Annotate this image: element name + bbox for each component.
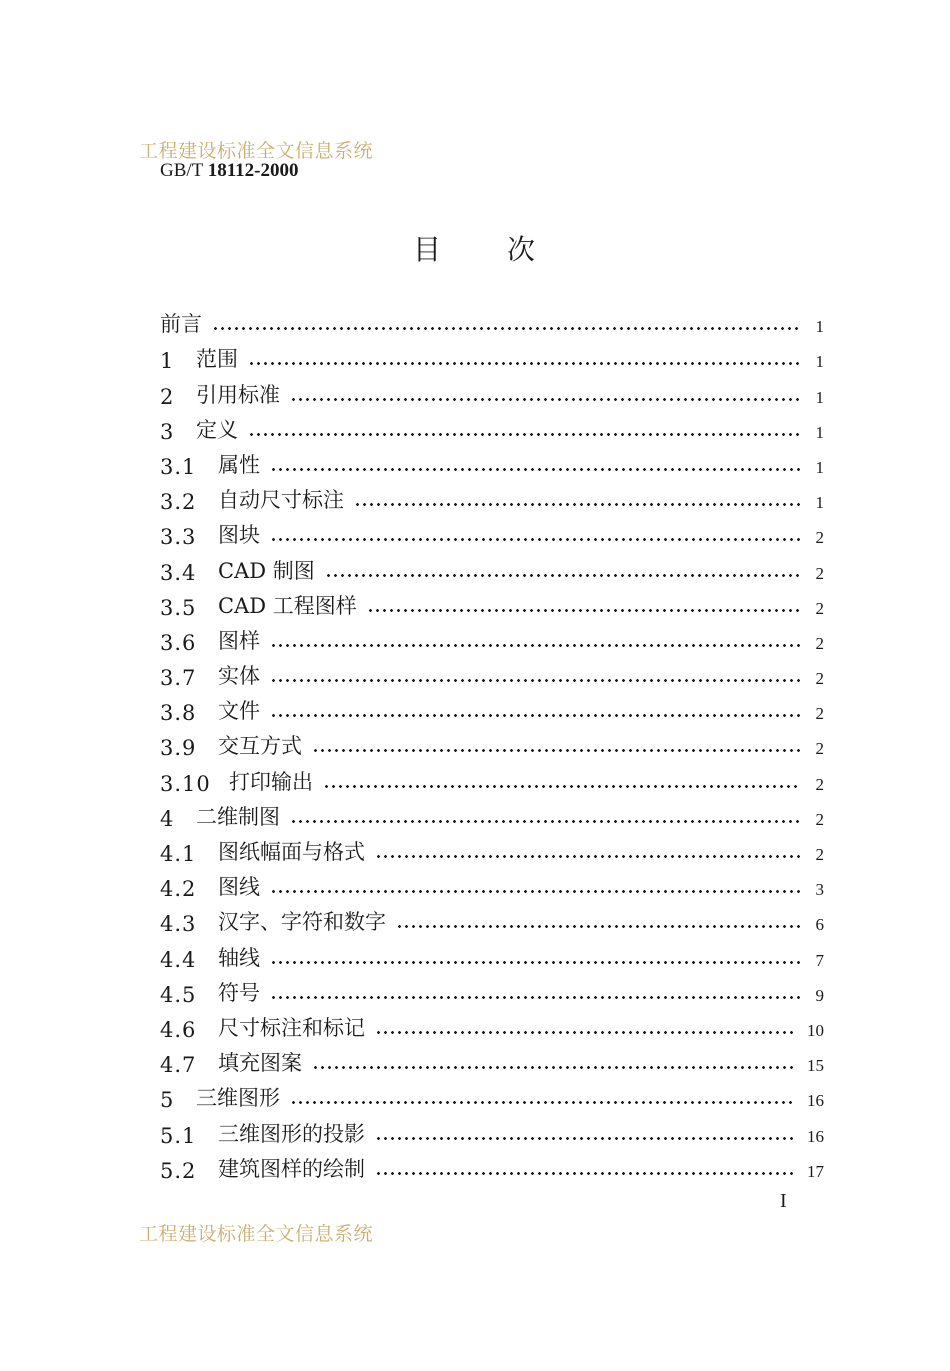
toc-entry-label: 图样: [218, 628, 260, 653]
dot-leader: [354, 495, 800, 509]
toc-entry-number: 4.1: [160, 842, 197, 866]
toc-entry-label: 自动尺寸标注: [218, 488, 344, 513]
toc-entry-number: 3.7: [160, 666, 197, 691]
toc-entry-page: 2: [815, 704, 824, 724]
toc-entry-label: 前言: [160, 312, 202, 337]
toc-entry-number: 3.6: [160, 630, 197, 655]
toc-entry[interactable]: [160, 866, 824, 901]
toc-entry[interactable]: [160, 901, 824, 936]
toc-entry-label: 二维制图: [196, 804, 280, 829]
toc-entry-label: 汉字、字符和数字: [218, 910, 386, 935]
dot-leader: [212, 319, 800, 333]
watermark-top: 工程建设标准全文信息系统: [139, 140, 374, 162]
toc-entry-label: 填充图案: [218, 1051, 302, 1076]
toc-entry-number: 3.9: [160, 736, 197, 761]
toc-entry[interactable]: [160, 655, 824, 690]
toc-entry-number: 4: [160, 806, 175, 831]
dot-leader: [312, 1058, 796, 1072]
toc-entry-page: 1: [815, 422, 824, 442]
dot-leader: [270, 460, 800, 474]
toc-entry[interactable]: [160, 479, 824, 514]
toc-entry-label: 打印输出: [229, 769, 313, 794]
dot-leader: [367, 601, 800, 615]
toc-entry-page: 1: [815, 317, 824, 337]
toc-entry[interactable]: [160, 1007, 824, 1042]
toc-entry-page: 2: [815, 809, 824, 829]
dot-leader: [312, 741, 800, 755]
dot-leader: [270, 882, 800, 896]
dot-leader: [248, 354, 800, 368]
toc-entry-label: 三维图形: [196, 1086, 280, 1111]
toc-entry[interactable]: [160, 338, 824, 373]
toc-entry-page: 3: [815, 880, 824, 900]
toc-entry[interactable]: [160, 796, 824, 831]
toc-entry-page: 17: [807, 1161, 824, 1181]
toc-entry[interactable]: [160, 690, 824, 725]
toc-entry-number: 3.1: [160, 454, 197, 479]
toc-entry[interactable]: [160, 514, 824, 549]
dot-leader: [290, 390, 800, 404]
dot-leader: [396, 917, 800, 931]
toc-entry-label: 实体: [218, 664, 260, 689]
toc-entry-number: 4.3: [160, 912, 197, 937]
dot-leader: [375, 1164, 796, 1178]
dot-leader: [270, 530, 800, 544]
table-of-contents: [160, 303, 824, 1183]
toc-entry-label: 引用标准: [196, 382, 280, 407]
toc-entry-page: 16: [807, 1126, 824, 1146]
toc-entry[interactable]: [160, 303, 824, 338]
dot-leader: [270, 671, 800, 685]
dot-leader: [248, 425, 800, 439]
toc-entry-number: 3.4: [160, 560, 197, 585]
toc-entry[interactable]: [160, 1148, 824, 1183]
toc-entry-number: 1: [160, 349, 175, 374]
toc-entry[interactable]: [160, 444, 824, 479]
dot-leader: [375, 1023, 796, 1037]
toc-entry-number: 4.6: [160, 1017, 197, 1042]
toc-entry[interactable]: [160, 1077, 824, 1112]
dot-leader: [375, 847, 800, 861]
toc-entry-label: 符号: [218, 980, 260, 1005]
toc-entry-label: 三维图形的投影: [218, 1121, 365, 1146]
toc-entry[interactable]: [160, 725, 824, 760]
dot-leader: [270, 706, 800, 720]
toc-entry-page: 2: [815, 845, 824, 864]
toc-entry-number: 5.1: [160, 1123, 197, 1148]
toc-entry-label: 图线: [218, 875, 260, 900]
dot-leader: [323, 777, 800, 791]
toc-entry-number: 3.5: [160, 595, 197, 620]
toc-entry-number: 3.10: [160, 771, 211, 796]
toc-entry-page: 1: [815, 387, 824, 407]
toc-entry-number: 4.7: [160, 1053, 197, 1078]
toc-entry-label: 文件: [218, 699, 260, 724]
toc-entry-page: 2: [815, 563, 824, 583]
title-char-1: 目: [412, 233, 443, 266]
toc-entry-number: 3.2: [160, 490, 197, 515]
dot-leader: [290, 812, 800, 826]
page-number: I: [780, 1190, 787, 1212]
toc-entry-page: 16: [807, 1091, 824, 1111]
toc-entry-number: 4.5: [160, 982, 197, 1007]
toc-entry[interactable]: [160, 831, 824, 866]
toc-entry[interactable]: [160, 1042, 824, 1077]
toc-entry[interactable]: [160, 373, 824, 408]
toc-entry-label: 轴线: [218, 945, 260, 970]
standard-code: [160, 160, 298, 182]
toc-entry-label: 建筑图样的绘制: [218, 1156, 365, 1181]
toc-entry-label: CAD 工程图样: [218, 593, 357, 618]
toc-entry-number: 4.4: [160, 947, 197, 972]
toc-entry-page: 6: [815, 915, 824, 935]
toc-entry-page: 7: [815, 950, 824, 970]
toc-entry[interactable]: [160, 409, 824, 444]
toc-entry-number: 3.3: [160, 525, 197, 550]
toc-entry-number: 4.2: [160, 877, 197, 902]
dot-leader: [325, 566, 800, 580]
dot-leader: [290, 1093, 796, 1107]
toc-entry-label: 定义: [196, 417, 238, 442]
toc-entry-label: 尺寸标注和标记: [218, 1015, 365, 1040]
toc-entry-page: 2: [815, 598, 824, 618]
toc-entry-page: 1: [815, 493, 824, 513]
toc-entry[interactable]: [160, 936, 824, 971]
toc-entry-number: 3: [160, 419, 175, 444]
toc-entry-page: 15: [807, 1056, 824, 1076]
toc-entry-page: 1: [815, 352, 824, 372]
toc-entry-label: CAD 制图: [218, 558, 315, 583]
dot-leader: [270, 953, 800, 967]
toc-entry-page: 2: [815, 528, 824, 548]
toc-entry-number: 5: [160, 1088, 175, 1113]
toc-entry-page: 2: [815, 633, 824, 653]
toc-entry-page: 2: [815, 739, 824, 759]
title-char-2: 次: [507, 233, 538, 266]
toc-entry-page: 2: [815, 774, 824, 794]
toc-entry[interactable]: [160, 972, 824, 1007]
dot-leader: [270, 636, 800, 650]
standard-prefix: GB/T: [160, 160, 203, 181]
toc-entry-page: 10: [807, 1020, 824, 1040]
dot-leader: [270, 988, 800, 1002]
toc-entry-page: 9: [815, 985, 824, 1005]
toc-entry-page: 1: [815, 457, 824, 477]
toc-entry-number: 5.2: [160, 1158, 197, 1183]
toc-entry-label: 图纸幅面与格式: [218, 840, 365, 864]
page-title: [0, 228, 950, 268]
toc-entry-label: 属性: [218, 452, 260, 477]
dot-leader: [375, 1129, 796, 1143]
toc-entry-page: 2: [815, 669, 824, 689]
toc-entry[interactable]: [160, 549, 824, 584]
toc-entry-label: 范围: [196, 347, 238, 372]
standard-number: 18112-2000: [207, 160, 299, 181]
toc-entry[interactable]: [160, 585, 824, 620]
watermark-bottom: 工程建设标准全文信息系统: [139, 1223, 374, 1245]
toc-entry[interactable]: [160, 760, 824, 795]
toc-entry-label: 交互方式: [218, 734, 302, 759]
toc-entry-label: 图块: [218, 523, 260, 548]
toc-entry-number: 2: [160, 384, 175, 409]
toc-entry-number: 3.8: [160, 701, 197, 726]
toc-entry[interactable]: [160, 1112, 824, 1147]
toc-entry[interactable]: [160, 620, 824, 655]
